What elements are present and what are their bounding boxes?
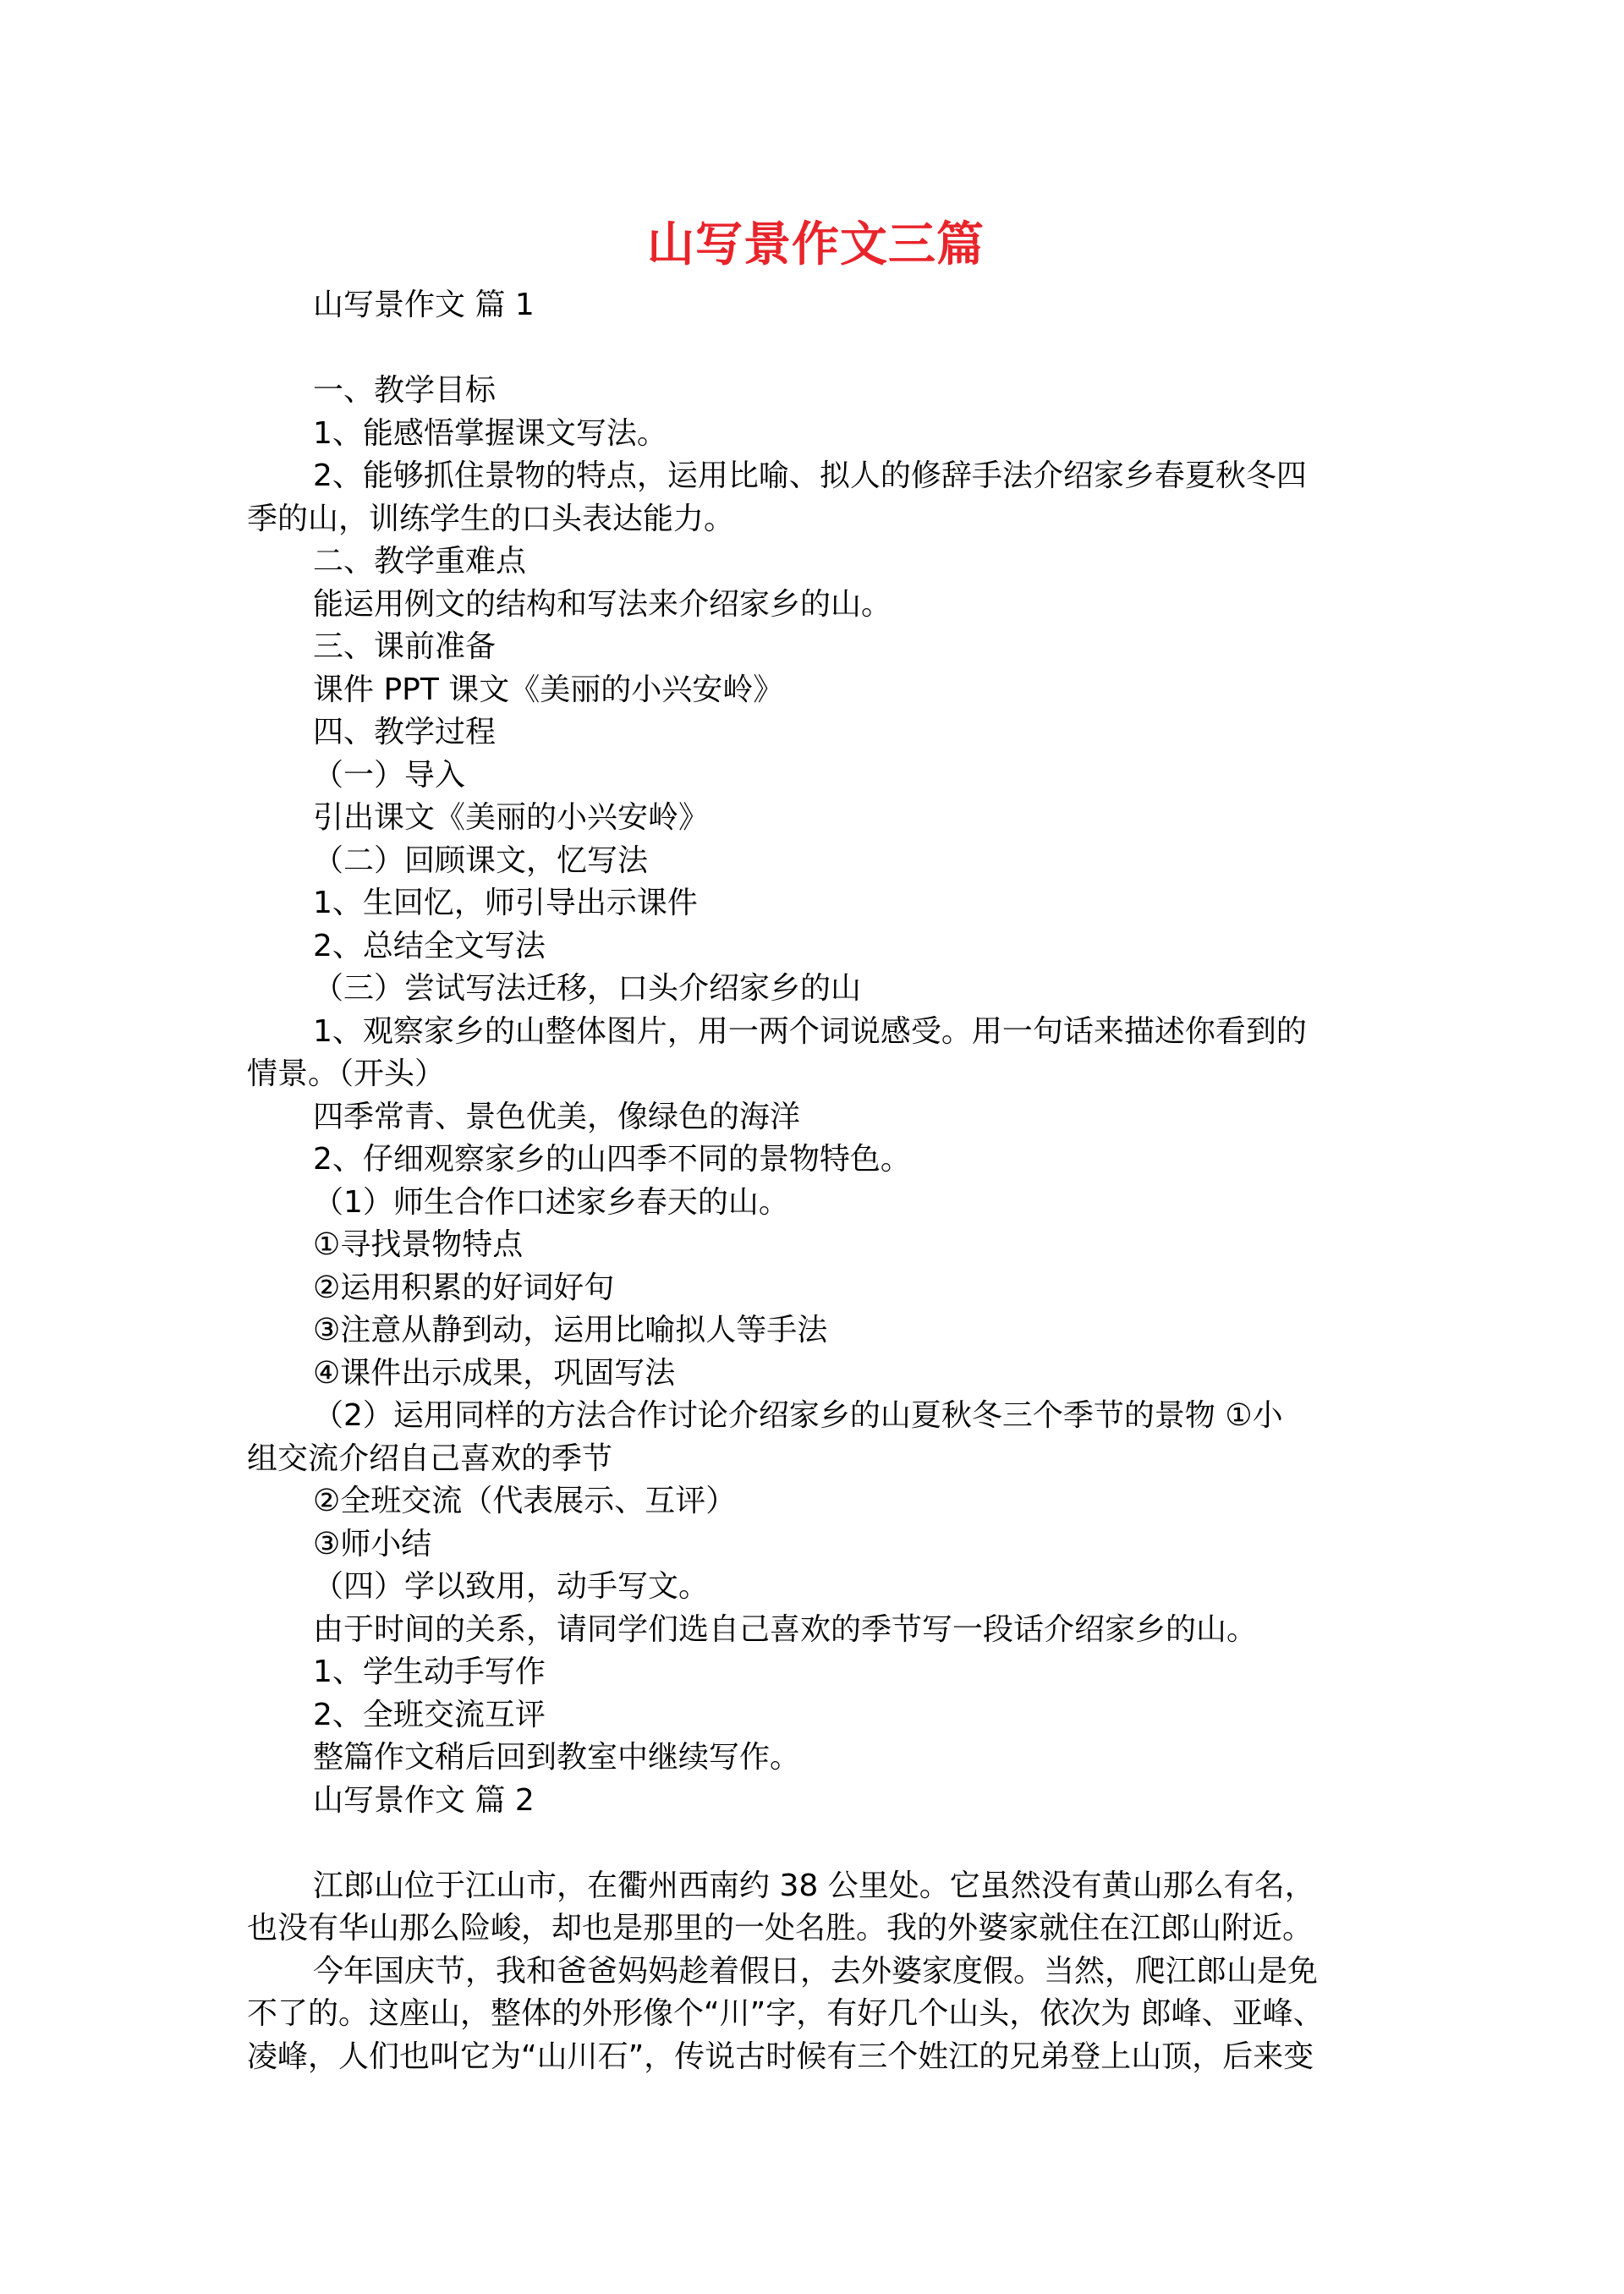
text-line: 一、教学目标 — [313, 373, 497, 408]
text-line: 季的山，训练学生的口头表达能力。 — [247, 501, 735, 536]
text-line: 组交流介绍自己喜欢的季节 — [247, 1441, 613, 1476]
text-line: 不了的。这座山，整体的外形像个“川”字，有好几个山头，依次为 郎峰、亚峰、 — [247, 1996, 1324, 2031]
document-body — [247, 284, 1385, 2078]
text-line: ③注意从静到动，运用比喻拟人等手法 — [313, 1313, 828, 1347]
text-line: （三）尝试写法迁移，口头介绍家乡的山 — [313, 971, 862, 1006]
text-line: ③师小结 — [313, 1526, 432, 1561]
document-title: 山写景作文三篇 — [647, 217, 985, 272]
text-line: 也没有华山那么险峻，却也是那里的一处名胜。我的外婆家就住在江郎山附近。 — [247, 1911, 1314, 1946]
text-line: 课件 PPT 课文《美丽的小兴安岭》 — [313, 672, 784, 707]
text-line: 能运用例文的结构和写法来介绍家乡的山。 — [313, 586, 892, 622]
text-line: 四季常青、景色优美，像绿色的海洋 — [313, 1099, 801, 1134]
blank-line — [247, 327, 1385, 370]
text-line: 1、观察家乡的山整体图片，用一两个词说感受。用一句话来描述你看到的 — [313, 1013, 1307, 1049]
text-line: 2、总结全文写法 — [313, 928, 546, 963]
text-line: ①寻找景物特点 — [313, 1227, 524, 1262]
text-line: 今年国庆节，我和爸爸妈妈趁着假日，去外婆家度假。当然，爬江郎山是免 — [313, 1953, 1319, 1989]
text-line: （二）回顾课文，忆写法 — [313, 842, 649, 878]
text-line: 山写景作文 篇 1 — [313, 288, 535, 322]
text-line: ④课件出示成果，巩固写法 — [313, 1355, 676, 1391]
text-line: 引出课文《美丽的小兴安岭》 — [313, 800, 710, 835]
text-line: 1、能感悟掌握课文写法。 — [313, 415, 667, 451]
text-line: （1）师生合作口述家乡春天的山。 — [313, 1184, 789, 1220]
text-line: 凌峰，人们也叫它为“山川石”，传说古时候有三个姓江的兄弟登上山顶，后来变 — [247, 2039, 1314, 2074]
text-line: 山写景作文 篇 2 — [313, 1782, 535, 1818]
text-line: 三、课前准备 — [313, 629, 497, 664]
text-line: 2、能够抓住景物的特点，运用比喻、拟人的修辞手法介绍家乡春夏秋冬四 — [313, 458, 1307, 493]
text-line: 四、教学过程 — [313, 715, 497, 749]
text-line: 情景。（开头） — [247, 1056, 446, 1091]
text-line: 江郎山位于江山市，在衢州西南约 38 公里处。它虽然没有黄山那么有名， — [313, 1868, 1315, 1903]
blank-line — [247, 1822, 1385, 1865]
text-line: 1、学生动手写作 — [313, 1655, 546, 1689]
text-line: （一）导入 — [313, 757, 466, 793]
text-line: 整篇作文稍后回到教室中继续写作。 — [313, 1740, 801, 1775]
text-line: 2、仔细观察家乡的山四季不同的景物特色。 — [313, 1142, 911, 1177]
text-line: （2）运用同样的方法合作讨论介绍家乡的山夏秋冬三个季节的景物 ①小 — [313, 1398, 1283, 1433]
text-line: 二、教学重难点 — [313, 544, 527, 579]
text-line: 1、生回忆，师引导出示课件 — [313, 886, 698, 920]
text-line: ②运用积累的好词好句 — [313, 1270, 615, 1305]
text-line: 由于时间的关系，请同学们选自己喜欢的季节写一段话介绍家乡的山。 — [313, 1611, 1258, 1647]
document-page — [247, 211, 1385, 2078]
text-line: 2、全班交流互评 — [313, 1697, 546, 1732]
text-line: （四）学以致用，动手写文。 — [313, 1569, 710, 1604]
text-line: ②全班交流（代表展示、互评） — [313, 1484, 737, 1518]
